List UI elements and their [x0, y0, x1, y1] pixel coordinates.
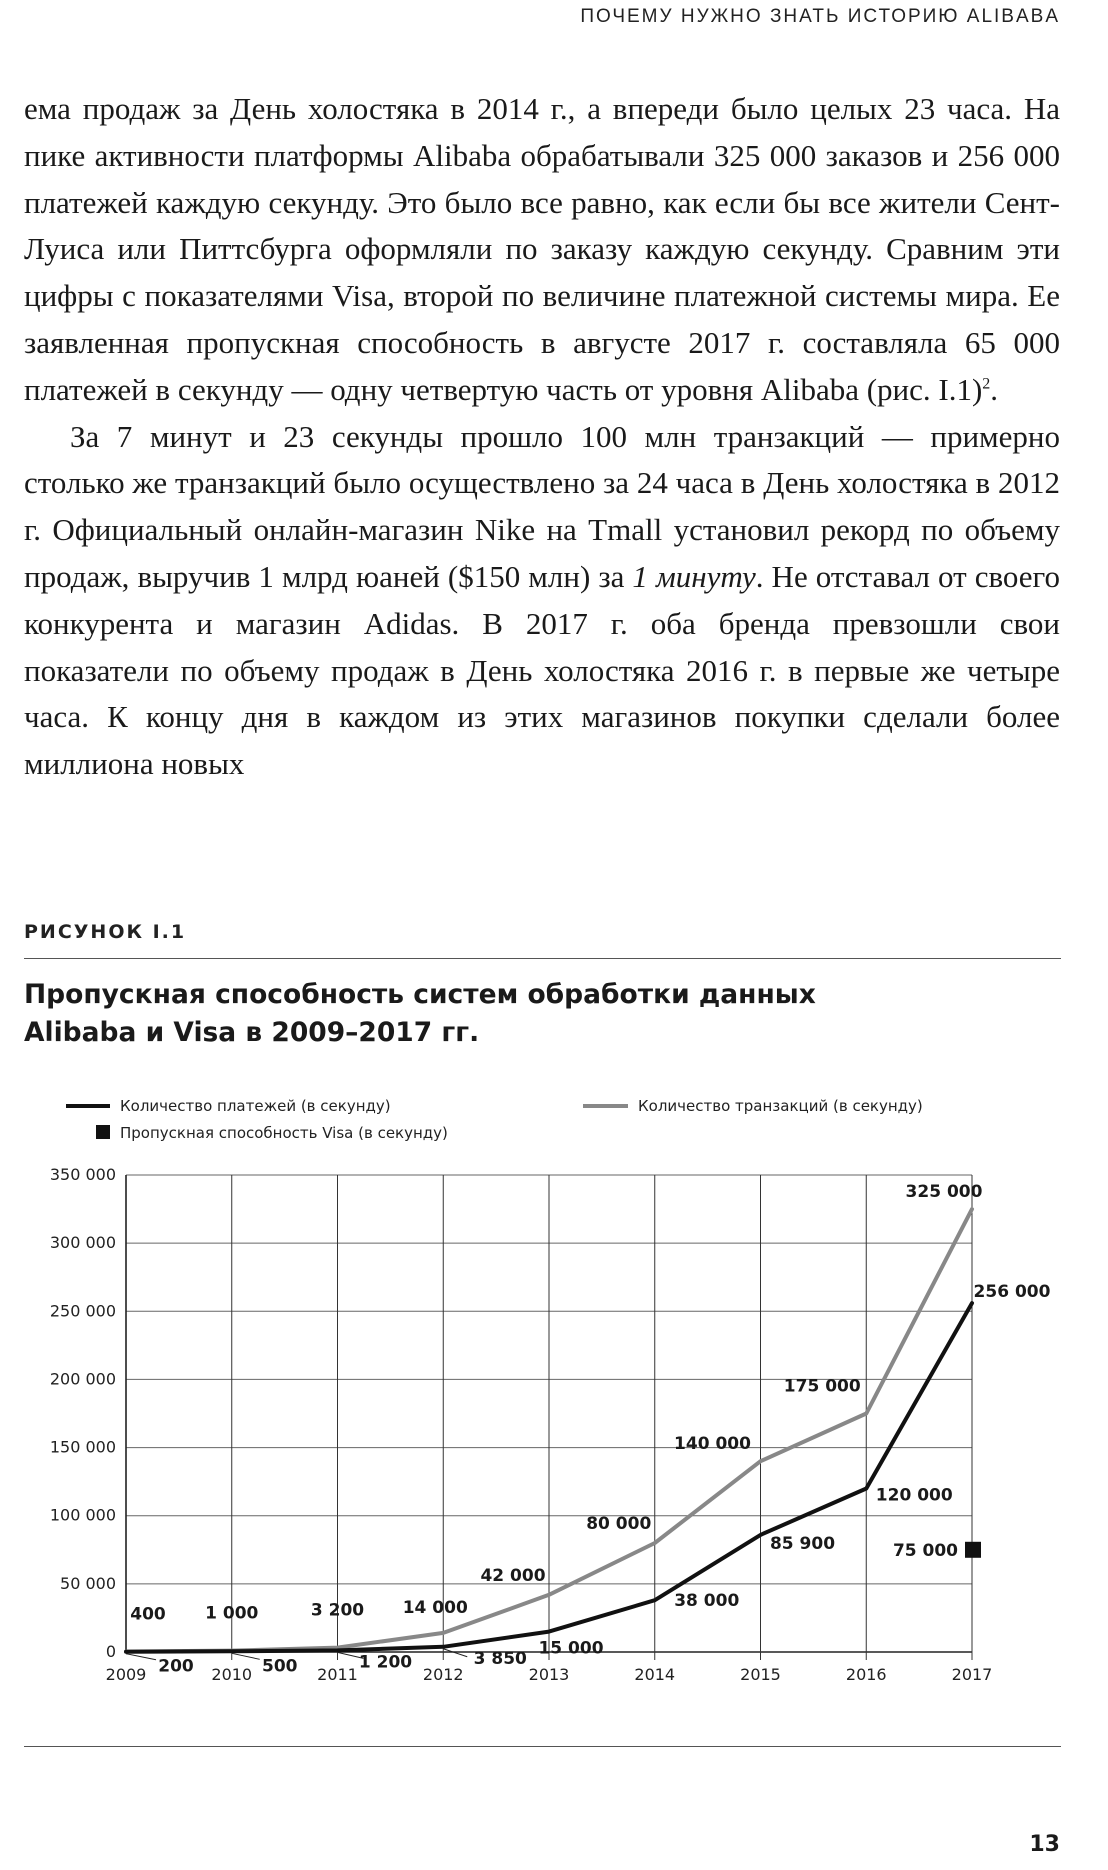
x-tick-label: 2011: [317, 1665, 358, 1684]
data-label-transactions-2011: 3 200: [310, 1600, 365, 1621]
data-label-payments-2014: 38 000: [674, 1591, 740, 1612]
footnote-ref[interactable]: 2: [982, 375, 991, 393]
y-tick-label: 300 000: [49, 1233, 116, 1253]
data-label-payments-2017: 256 000: [973, 1282, 1051, 1303]
paragraph-1: [24, 86, 1060, 414]
figure-title: [24, 976, 1024, 1052]
paragraph-2-emphasis: 1 минуту: [632, 558, 756, 594]
data-label-payments-2012: 3 850: [473, 1648, 527, 1669]
data-label-payments-2015: 85 900: [769, 1533, 836, 1554]
data-label-payments-2016: 120 000: [875, 1485, 953, 1506]
data-label-payments-2010-leader: [232, 1653, 260, 1659]
data-label-payments-2009-leader: [126, 1654, 156, 1660]
y-tick-label: 350 000: [49, 1165, 116, 1184]
data-label-transactions-2014: 80 000: [586, 1513, 652, 1534]
body-text: [24, 86, 1060, 788]
y-tick-label: 200 000: [49, 1369, 116, 1389]
legend-swatch-visa: [96, 1125, 110, 1139]
page-number: 13: [1029, 1832, 1060, 1857]
data-label-payments-2011: 1 200: [358, 1652, 413, 1673]
figure-title-line-1: Пропускная способность систем обработки данных: [24, 979, 816, 1010]
throughput-line-chart: [0, 1085, 1108, 1705]
data-label-transactions-2015: 140 000: [674, 1434, 751, 1455]
visa-marker-label: 75 000: [892, 1540, 958, 1561]
data-label-payments-2010: 500: [262, 1656, 298, 1677]
x-tick-label: 2012: [422, 1665, 464, 1684]
figure-top-rule: [24, 958, 1061, 959]
x-tick-label: 2009: [105, 1665, 147, 1684]
y-tick-label: 0: [105, 1642, 116, 1661]
x-tick-label: 2010: [211, 1665, 253, 1684]
x-tick-label: 2015: [740, 1665, 781, 1684]
x-tick-label: 2017: [951, 1665, 993, 1684]
y-tick-label: 50 000: [60, 1573, 116, 1593]
paragraph-2-text-b: . Не отставал от своего конкурента и магазин Adidas. В 2017 г. оба бренда превзошли свои показатели по объему продаж в День холостяка 2016 г. в первые же четыре часа. К концу дня в каждом из этих магазинов покупки сделали более миллиона новых: [24, 558, 1060, 782]
paragraph-2: [24, 414, 1060, 788]
legend-label-payments: Количество платежей (в секунду): [120, 1097, 391, 1115]
figure-title-line-2: Alibaba и Visa в 2009–2017 гг.: [24, 1017, 480, 1048]
paragraph-1-end: .: [990, 371, 999, 407]
x-tick-label: 2013: [528, 1665, 570, 1684]
paragraph-1-text: ема продаж за День холостяка в 2014 г., а впереди было целых 23 часа. На пике активности платформы Alibaba обрабатывали 325 000 заказов и 256 000 платежей каждую секунду. Это было все равно, как если бы все жители Сент-Луиса или Питтсбурга оформляли по заказу каждую секунду. Сравним эти цифры с показателями Visa, второй по величине платежной системы мира. Ее заявленная пропускная способность в августе 2017 г. составляла 65 000 платежей в секунду — одну четвертую часть от уровня Alibaba (рис. I.1): [24, 91, 1060, 407]
data-label-transactions-2009: 400: [130, 1604, 166, 1625]
y-tick-label: 250 000: [49, 1301, 116, 1321]
x-tick-label: 2016: [845, 1665, 887, 1684]
y-tick-label: 100 000: [49, 1505, 116, 1525]
data-label-transactions-2017: 325 000: [905, 1182, 983, 1203]
paragraph-2-text-a: За 7 минут и 23 секунды прошло 100 млн транзакций — примерно столько же транзакций было осуществлено за 24 часа в День холостяка в 2012 г. Официальный онлайн-магазин Nike на Tmall установил рекорд по объему продаж, выручив 1 млрд юаней ($150 млн) за: [24, 418, 1060, 594]
data-label-payments-2009: 200: [158, 1656, 194, 1677]
data-label-transactions-2016: 175 000: [783, 1376, 861, 1397]
visa-marker: [965, 1542, 981, 1558]
y-tick-label: 150 000: [49, 1437, 116, 1457]
legend-label-visa: Пропускная способность Visa (в секунду): [120, 1124, 448, 1142]
figure-bottom-rule: [24, 1746, 1061, 1747]
x-tick-label: 2014: [634, 1665, 676, 1684]
data-label-transactions-2013: 42 000: [480, 1565, 546, 1586]
data-label-transactions-2010: 1 000: [205, 1603, 259, 1624]
figure-label: РИСУНОК I.1: [24, 921, 187, 943]
legend-label-transactions: Количество транзакций (в секунду): [638, 1097, 923, 1115]
running-head: ПОЧЕМУ НУЖНО ЗНАТЬ ИСТОРИЮ ALIBABA: [580, 6, 1060, 27]
data-label-payments-2013: 15 000: [538, 1638, 604, 1659]
data-label-transactions-2012: 14 000: [402, 1597, 468, 1618]
